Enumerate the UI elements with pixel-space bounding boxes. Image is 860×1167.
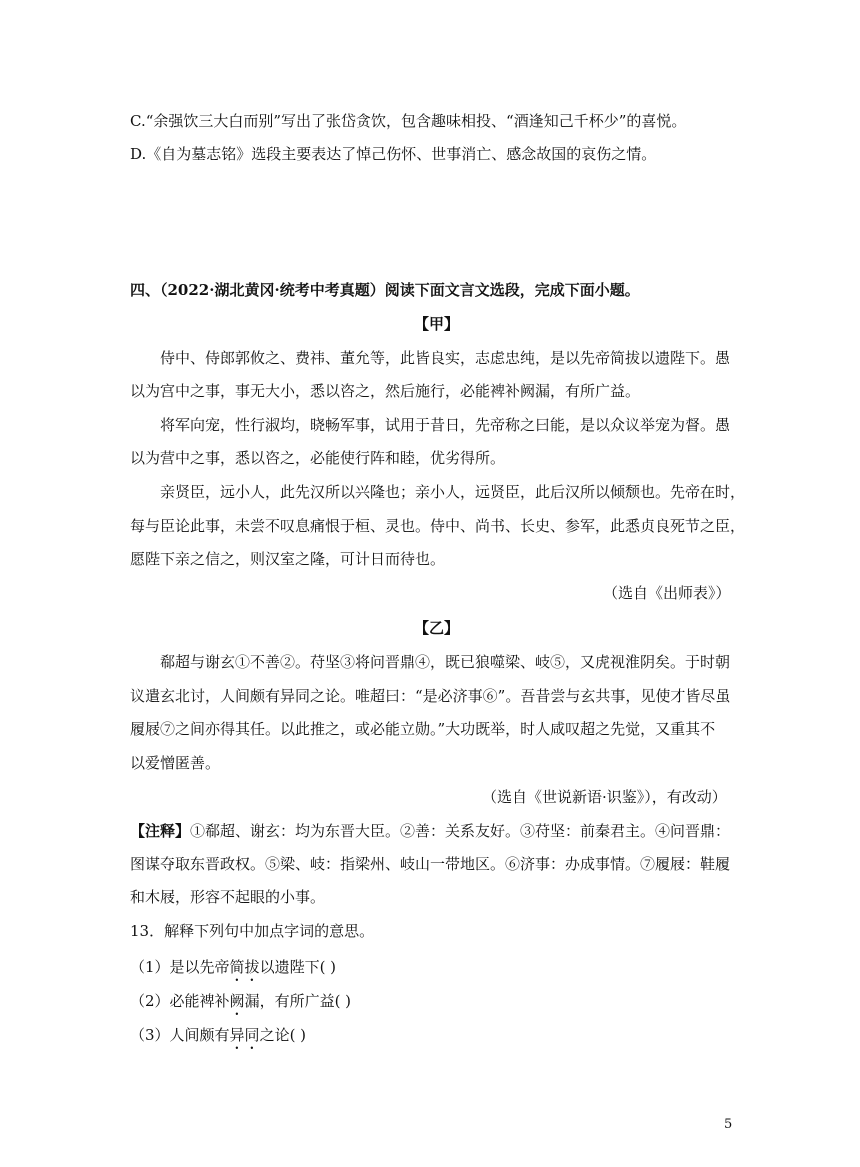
- question-item-3: [130, 1026, 306, 1053]
- question-item-1: [130, 958, 336, 985]
- q1-suffix: 以遗陛下( ): [259, 958, 337, 976]
- jia-p3-line1: 亲贤臣，远小人，此先汉所以兴隆也；亲小人，远贤臣，此后汉所以倾颓也。先帝在时，: [160, 483, 746, 501]
- q1-dotted-word: 简拔: [229, 958, 260, 976]
- question-item-2: [130, 992, 351, 1019]
- page-number: 5: [724, 1117, 733, 1132]
- q3-suffix: 之论( ): [259, 1026, 307, 1044]
- q2-prefix: （2）必能裨补: [130, 992, 230, 1010]
- jia-p1-line2: 以为宫中之事，事无大小，悉以咨之，然后施行，必能裨补阙漏，有所广益。: [130, 382, 641, 400]
- yi-source: （选自《世说新语·识鉴》），有改动）: [482, 788, 727, 806]
- yi-line2: 议遣玄北讨，人间颇有异同之论。唯超曰：“是必济事⑥”。吾昔尝与玄共事，见使才皆尽虽: [130, 687, 731, 705]
- notes-line1: [130, 824, 730, 839]
- section-heading: 四、（2022·湖北黄冈·统考中考真题）阅读下面文言文选段，完成下面小题。: [130, 281, 640, 299]
- q3-prefix: （3）人间颇有: [130, 1026, 230, 1044]
- yi-label: 【乙】: [414, 619, 460, 637]
- q2-suffix: 漏，有所广益( ): [244, 992, 352, 1010]
- notes-label: 【注释】: [130, 822, 191, 840]
- option-d: D.《自为墓志铭》选段主要表达了悼己伤怀、世事消亡、感念故国的哀伤之情。: [130, 145, 657, 163]
- notes-line2: 图谋夺取东晋政权。⑤梁、岐：指梁州、岐山一带地区。⑥济事：办成事情。⑦履屐：鞋履: [130, 855, 731, 873]
- jia-source: （选自《出师表》）: [603, 584, 731, 602]
- jia-p1-line1: 侍中、侍郎郭攸之、费祎、董允等，此皆良实，志虑忠纯，是以先帝简拔以遗陛下。愚: [160, 349, 731, 367]
- jia-p3-line2: 每与臣论此事，未尝不叹息痛恨于桓、灵也。侍中、尚书、长史、参军，此悉贞良死节之臣，: [130, 517, 746, 535]
- jia-p2-line2: 以为营中之事，悉以咨之，必能使行阵和睦，优劣得所。: [130, 449, 506, 467]
- jia-p2-line1: 将军向宠，性行淑均，晓畅军事，试用于昔日，先帝称之曰能，是以众议举宠为督。愚: [160, 416, 731, 434]
- yi-line1: 郗超与谢玄①不善②。苻坚③将问晋鼎④，既已狼噬梁、岐⑤，又虎视淮阴矣。于时朝: [160, 653, 731, 671]
- q1-prefix: （1）是以先帝: [130, 958, 230, 976]
- notes-text-1: ①郗超、谢玄：均为东晋大臣。②善：关系友好。③苻坚：前秦君主。④问晋鼎：: [190, 822, 731, 840]
- jia-label: 【甲】: [414, 315, 460, 333]
- q3-dotted-word: 异同: [229, 1026, 260, 1044]
- jia-p3-line3: 愿陛下亲之信之，则汉室之隆，可计日而待也。: [130, 550, 446, 568]
- notes-line3: 和木屐，形容不起眼的小事。: [130, 888, 326, 906]
- option-c: C.“余强饮三大白而别”写出了张岱贪饮，包含趣味相投、“酒逢知己千杯少”的喜悦。: [130, 112, 687, 130]
- yi-line3: 履屐⑦之间亦得其任。以此推之，或必能立勋。”大功既举，时人咸叹超之先觉，又重其不: [130, 720, 716, 738]
- question-stem: 13．解释下列句中加点字词的意思。: [130, 922, 375, 940]
- q2-dotted-word: 阙: [229, 992, 245, 1010]
- yi-line4: 以爱憎匿善。: [130, 754, 221, 772]
